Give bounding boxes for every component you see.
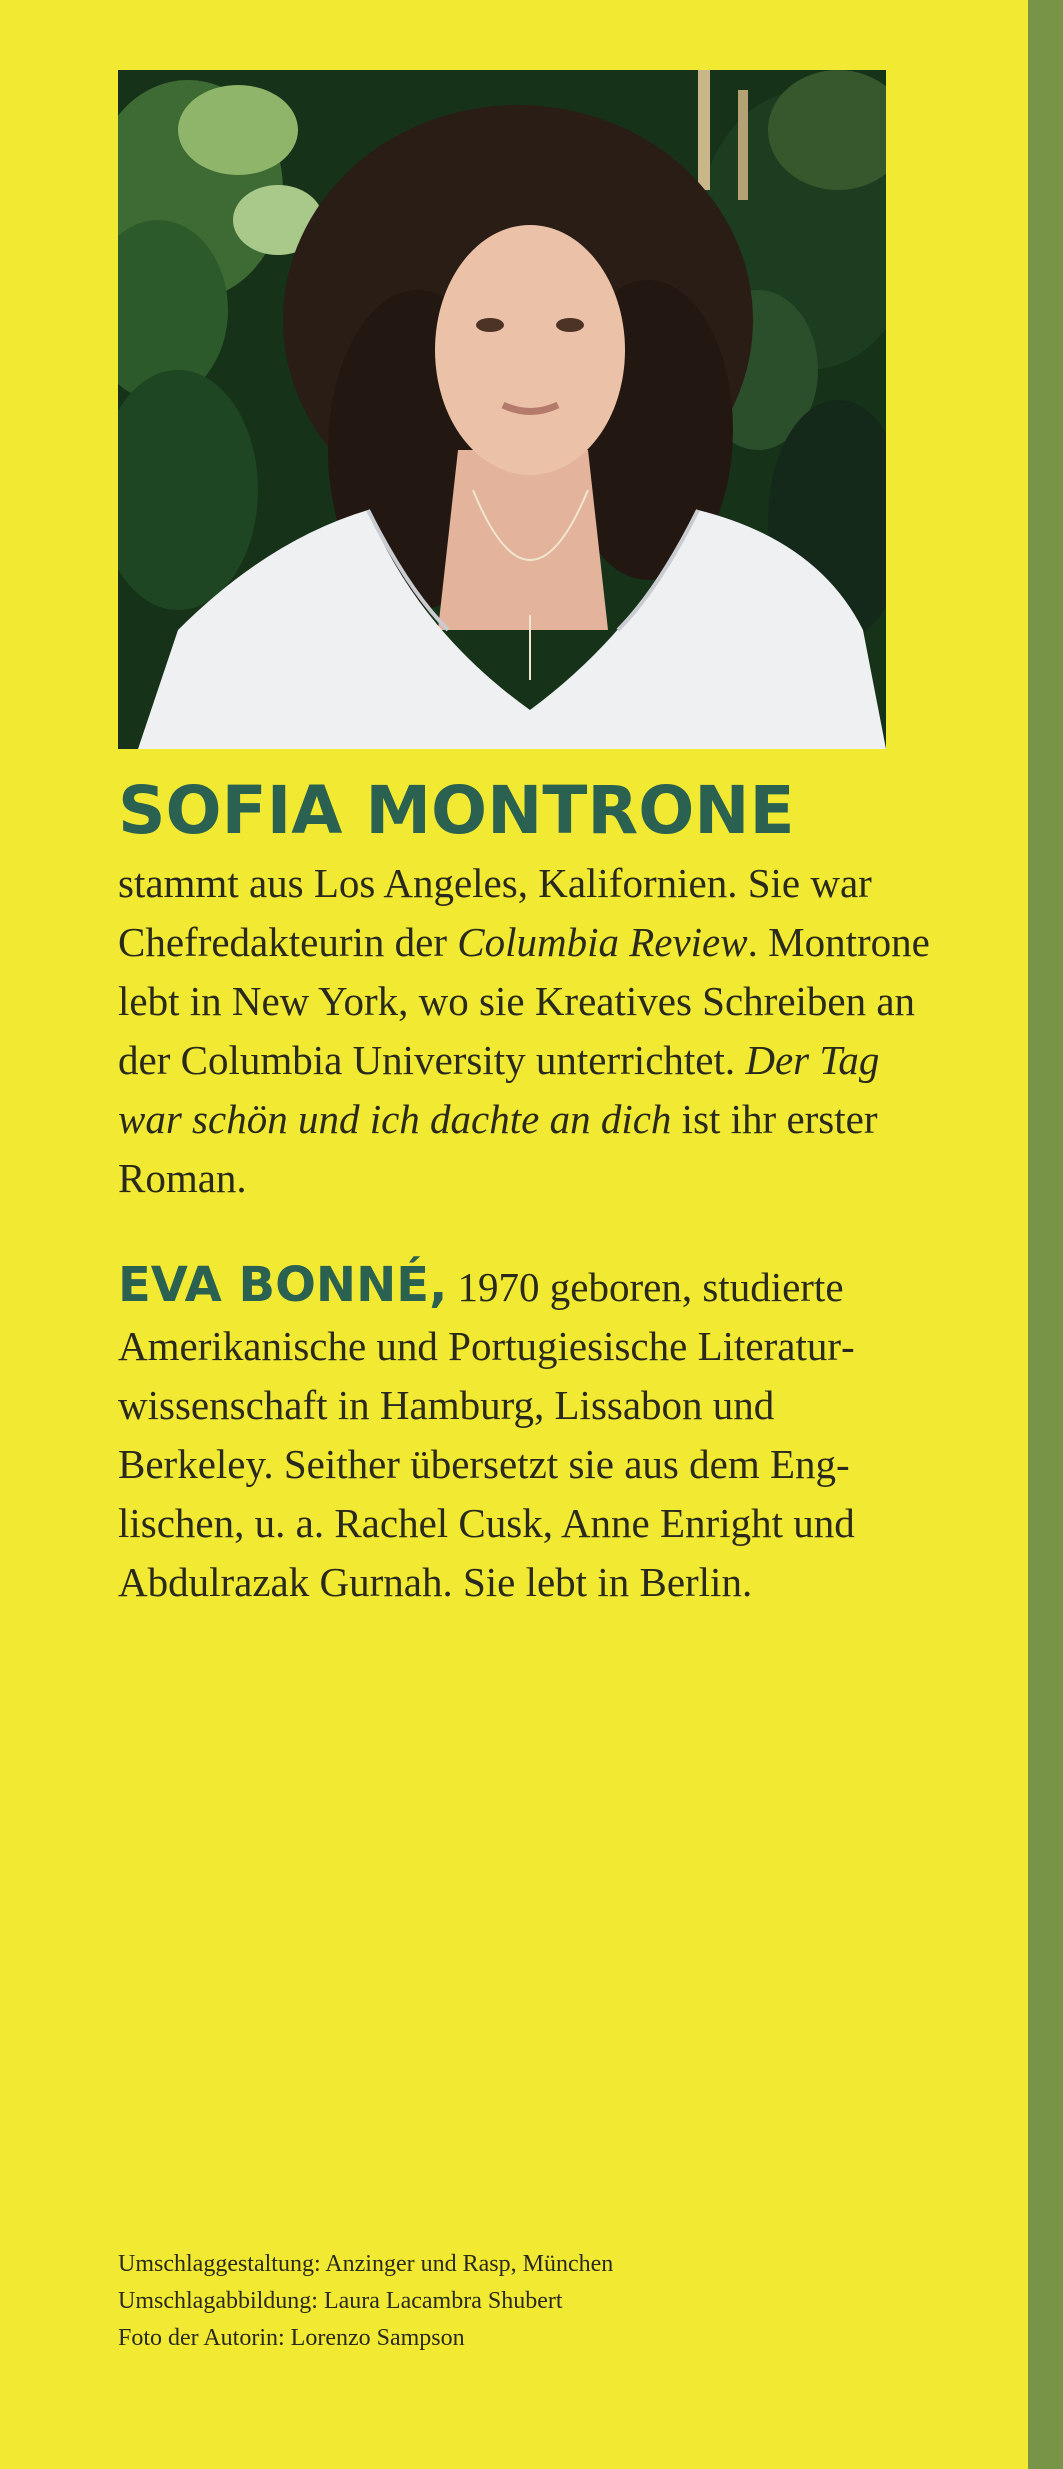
- translator-bio: [118, 1256, 938, 1612]
- author-bio: [118, 768, 938, 1208]
- author-bio-italic-2: Der Tag war schön und ich dachte an dich: [118, 1037, 880, 1142]
- author-bio-text-1: stammt aus Los Angeles, Kalifornien. Sie war Chefredakteurin der: [118, 860, 872, 965]
- credit-line-cover-image: Umschlagabbildung: Laura Lacambra Shubert: [118, 2288, 563, 2314]
- author-bio-text-2: . Montrone lebt in New York, wo sie Kreatives Schreiben an der Columbia University unterrichtet.: [118, 919, 930, 1083]
- credit-line-author-photo: Foto der Autorin: Lorenzo Sampson: [118, 2325, 465, 2351]
- translator-bio-text: 1970 geboren, studierte Amerikanische und Portugiesische Literaturwissenschaft in Hamburg, Lissabon und Berkeley. Seither übersetzt sie aus dem Englischen, u. a. Rachel Cusk, Anne Enright und Abdulrazak Gurnah. Sie lebt in Berlin.: [118, 1264, 855, 1605]
- author-name: SOFIA MONTRONE: [118, 772, 795, 849]
- author-bio-italic-1: Columbia Review: [457, 919, 748, 965]
- author-bio-text-3: ist ihr erster Roman.: [118, 1096, 878, 1201]
- author-photo: [118, 70, 886, 749]
- credit-line-cover-design: Umschlaggestaltung: Anzinger und Rasp, München: [118, 2251, 614, 2277]
- translator-name: EVA BONNÉ,: [118, 1257, 448, 1313]
- cover-credits: [118, 2246, 938, 2357]
- side-color-strip: [1028, 0, 1063, 2469]
